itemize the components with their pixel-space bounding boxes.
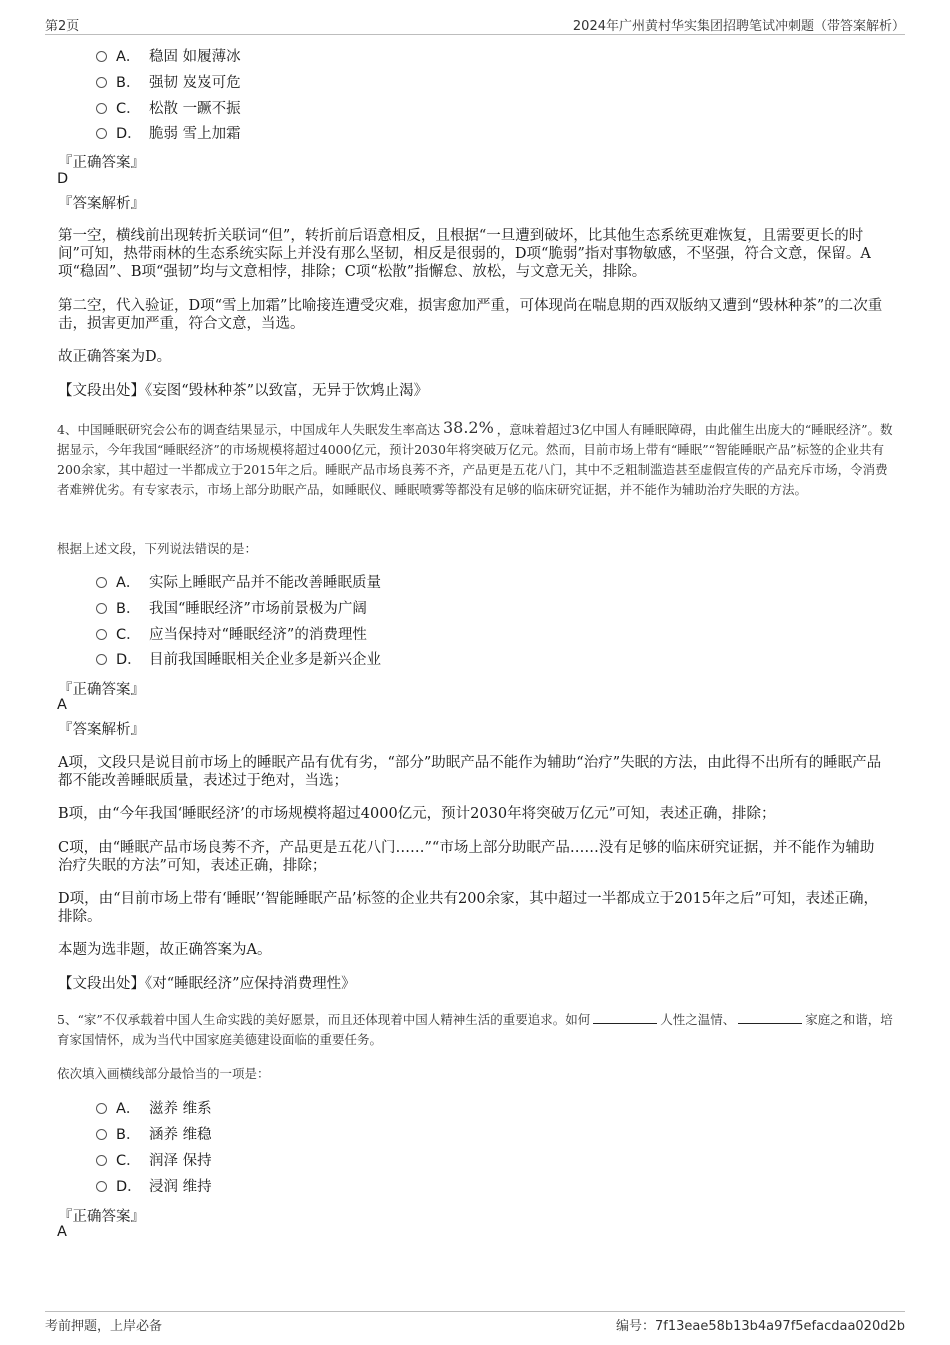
document-title: 2024年广州黄村华实集团招聘笔试冲刺题（带答案解析） (572, 19, 905, 34)
q3-option-c[interactable]: C． 松散 一蹶不振 (96, 99, 241, 119)
analysis-label: 『答案解析』 (58, 722, 145, 738)
q5-option-d[interactable]: D． 浸润 维持 (96, 1177, 212, 1197)
radio-icon[interactable] (96, 1103, 107, 1114)
radio-icon[interactable] (96, 1181, 107, 1192)
q5-option-a[interactable]: A． 滋养 维系 (96, 1099, 212, 1119)
q4-analysis-a: A项，文段只是说目前市场上的睡眠产品有优有劣，“部分”助眠产品不能作为辅助“治疗”失眠的方法，由此得不出所有的睡眠产品都不能改善睡眠质量，表述过于绝对，当选； (58, 755, 882, 789)
q4-analysis-b: B项，由“今年我国‘睡眠经济’的市场规模将超过4000亿元，预计2030年将突破万亿元”可知，表述正确，排除； (58, 806, 776, 822)
footer-code: 编号：7f13eae58b13b4a97f5efacdaa020d2b (615, 1319, 905, 1334)
q5-option-b[interactable]: B． 涵养 维稳 (96, 1125, 212, 1145)
radio-icon[interactable] (96, 654, 107, 665)
q4-option-a[interactable]: A． 实际上睡眠产品并不能改善睡眠质量 (96, 573, 381, 593)
q4-analysis-conclusion: 本题为选非题，故正确答案为A。 (58, 942, 272, 958)
q4-prompt: 根据上述文段，下列说法错误的是： (57, 541, 258, 556)
q4-answer: A (57, 697, 67, 713)
q3-option-b[interactable]: B． 强韧 岌岌可危 (96, 73, 241, 93)
q4-option-b[interactable]: B． 我国“睡眠经济”市场前景极为广阔 (96, 599, 367, 619)
q4-rate: 38.2% (442, 418, 494, 437)
q3-analysis-1: 第一空，横线前出现转折关联词“但”，转折前后语意相反，且根据“一旦遭到破坏，比其他生态系统更难恢复，且需要更长的时间”可知，热带雨林的生态系统实际上并没有那么坚韧，相反是很弱的，D项“脆弱”指对事物敏感，不坚强，符合文意，保留。A项“稳固”、B项“强韧”均与文意相悖，排除；C项“松散”指懈怠、放松，与文意无关，排除。 (58, 228, 871, 280)
q5-option-c[interactable]: C． 润泽 保持 (96, 1151, 212, 1171)
q3-analysis-2: 第二空，代入验证，D项“雪上加霜”比喻接连遭受灾难，损害愈加严重，可体现尚在喘息期的西双版纳又遭到“毁林种茶”的二次重击，损害更加严重，符合文意，当选。 (58, 298, 883, 332)
radio-icon[interactable] (96, 1155, 107, 1166)
q4-analysis-c: C项，由“睡眠产品市场良莠不齐，产品更是五花八门……”“市场上部分助眠产品……没有足够的临床研究证据，并不能作为辅助治疗失眠的方法”可知，表述正确，排除； (58, 840, 875, 874)
blank-1 (593, 1011, 657, 1024)
radio-icon[interactable] (96, 577, 107, 588)
q5-prompt: 依次填入画横线部分最恰当的一项是： (57, 1066, 270, 1081)
q5-answer: A (57, 1224, 67, 1240)
analysis-label: 『答案解析』 (58, 196, 145, 212)
q3-answer: D (57, 171, 69, 187)
radio-icon[interactable] (96, 603, 107, 614)
q5-stem: 5、“家”不仅承载着中国人生命实践的美好愿景，而且还体现着中国人精神生活的重要追求。如何 人性之温情、 家庭之和谐，培育家国情怀，成为当代中国家庭美德建设面临的重要任务。 (57, 1012, 893, 1047)
q4-option-c[interactable]: C． 应当保持对“睡眠经济”的消费理性 (96, 625, 367, 645)
header-divider (45, 34, 905, 35)
correct-answer-label: 『正确答案』 (58, 1209, 145, 1225)
q3-analysis-3: 故正确答案为D。 (58, 349, 172, 365)
footer-slogan: 考前押题，上岸必备 (45, 1319, 163, 1334)
q3-option-d[interactable]: D． 脆弱 雪上加霜 (96, 124, 241, 144)
q4-option-d[interactable]: D． 目前我国睡眠相关企业多是新兴企业 (96, 650, 381, 670)
q4-source: 【文段出处】《对“睡眠经济”应保持消费理性》 (58, 976, 356, 992)
radio-icon[interactable] (96, 128, 107, 139)
page-number: 第2页 (45, 19, 80, 34)
radio-icon[interactable] (96, 51, 107, 62)
q4-analysis-d: D项，由“目前市场上带有‘睡眠’‘智能睡眠产品’标签的企业共有200余家，其中超过一半都成立于2015年之后”可知，表述正确，排除。 (58, 891, 878, 925)
footer-divider (45, 1311, 905, 1312)
q3-source: 【文段出处】《妄图“毁林种茶”以致富，无异于饮鸩止渴》 (58, 383, 429, 399)
radio-icon[interactable] (96, 1129, 107, 1140)
radio-icon[interactable] (96, 629, 107, 640)
blank-2 (738, 1011, 802, 1024)
q4-stem: 4、中国睡眠研究会公布的调查结果显示，中国成年人失眠发生率高达 38.2% ，意味着超过3亿中国人有睡眠障碍，由此催生出庞大的“睡眠经济”。数据显示，今年我国“睡眠经济”的市场规模将超过4000亿元，预计2030年将突破万亿元。然而，目前市场上带有“睡眠”“智能睡眠产品”标签的企业共有200余家，其中超过一半都成立于2015年之后。睡眠产品市场良莠不齐，产品更是五花八门，其中不乏粗制滥造甚至虚假宣传的产品充斥市场，令消费者难辨优劣。有专家表示，市场上部分助眠产品，如睡眠仪、睡眠喷雾等都没有足够的临床研究证据，并不能作为辅助治疗失眠的方法。 (57, 418, 893, 497)
correct-answer-label: 『正确答案』 (58, 682, 145, 698)
radio-icon[interactable] (96, 103, 107, 114)
radio-icon[interactable] (96, 77, 107, 88)
q3-option-a[interactable]: A． 稳固 如履薄冰 (96, 47, 241, 67)
correct-answer-label: 『正确答案』 (58, 155, 145, 171)
